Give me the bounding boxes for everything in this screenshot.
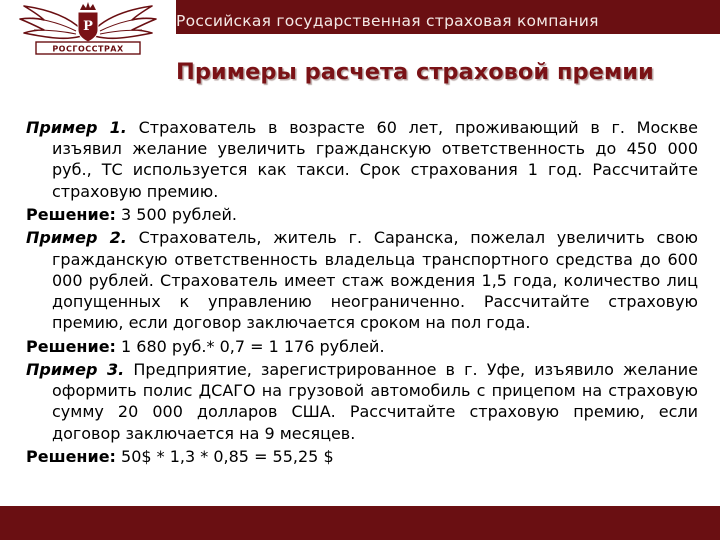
footer-bar (0, 506, 720, 540)
solution-3 (26, 446, 698, 467)
example-1-text: Страхователь в возрасте 60 лет, проживающий в г. Москве изъявил желание увеличить гражданскую ответственность до 450 000 руб., ТС используется как такси. Срок страхования 1 год. Рассчитайте страховую премию. (52, 118, 699, 201)
company-name: Российская государственная страховая компания (176, 12, 599, 30)
example-1 (26, 117, 698, 202)
example-3-text: Предприятие, зарегистрированное в г. Уфе, изъявило желание оформить полис ДСАГО на грузовой автомобиль с прицепом на страховую сумму 20 000 долларов США. Рассчитайте страховую премию, если договор заключается на 9 месяцев. (52, 359, 698, 443)
solution-1-label: Решение: (26, 205, 116, 224)
solution-2-label: Решение: (26, 336, 116, 356)
svg-text:Р: Р (83, 19, 93, 34)
page-title: Примеры расчета страховой премии (176, 59, 654, 85)
solution-2-text: 1 680 руб.* 0,7 = 1 176 рублей. (115, 336, 385, 356)
solution-1 (26, 204, 698, 225)
example-2-label: Пример 2. (26, 228, 127, 248)
example-2-text: Страхователь, житель г. Саранска, пожелал увеличить свою гражданскую ответственность владельца транспортного средства до 600 000 рублей. Страхователь имеет стаж вождения 1,5 года, количество лиц допущенных к управлению неограниченно. Рассчитайте страховую премию, если договор заключается сроком на пол года. (52, 228, 699, 333)
example-3-label: Пример 3. (26, 359, 125, 379)
solution-2 (26, 336, 698, 357)
example-1-label: Пример 1. (26, 118, 127, 137)
solution-3-label: Решение: (26, 446, 116, 466)
logo-text: РОСГОССТРАХ (52, 44, 124, 54)
company-logo (0, 0, 176, 70)
solution-1-text: 3 500 рублей. (115, 205, 237, 224)
solution-3-text: 50$ * 1,3 * 0,85 = 55,25 $ (115, 446, 334, 466)
eagle-emblem-icon (0, 0, 176, 70)
examples-list (26, 117, 698, 469)
example-3 (26, 359, 698, 444)
example-2 (26, 227, 698, 333)
